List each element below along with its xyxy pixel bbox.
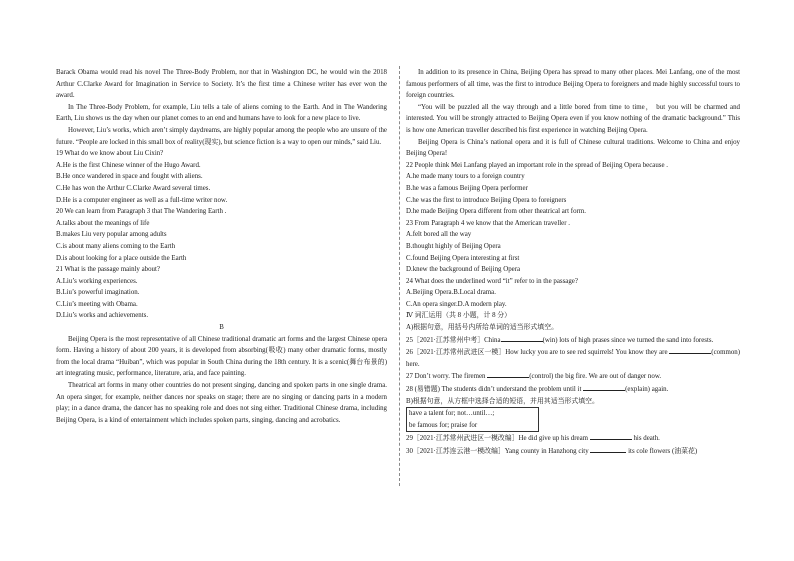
phrase-box-line2: be famous for; praise for [409, 421, 478, 429]
option-20d: D.is about looking for a place outside the Earth [56, 254, 187, 262]
question-25-tail: (win) lots of high prases since we turned the sand into forests. [542, 336, 714, 344]
option-23d: D.knew the background of Beijing Opera [406, 266, 521, 274]
answer-blank[interactable] [590, 432, 632, 440]
question-29-tail: his death. [633, 435, 660, 443]
answer-blank[interactable] [501, 334, 543, 342]
question-28 [406, 383, 740, 396]
passage-a-para1: Barack Obama would read his novel The Three-Body Problem, nor that in Washington DC, he would win the 2018 Arthur C.Clarke Award for Imagination in Service to Society. It’s the first time a Chinese writer has ever won the award. [56, 69, 387, 100]
question-19: 19 What do we know about Liu Cixin? [56, 150, 164, 158]
question-29 [406, 432, 740, 445]
question-26-stem: 26［2021·江苏常州武进区一模］How lucky you are to see red squirrels! You know they are [406, 349, 668, 357]
question-28-stem: 28 (易错题) The students didn’t understand the problem until it [406, 386, 582, 394]
option-22a: A.he made many tours to a foreign country [406, 173, 525, 181]
option-21d: D.Liu’s works and achievements. [56, 312, 149, 320]
option-21c: C.Liu’s meeting with Obama. [56, 300, 138, 308]
passage-a-para3: However, Liu’s works, which aren’t simply daydreams, are highly popular among the people who are unsure of the future. “People are locked in this small box of reality(现实), but science fiction is a way to open our minds,” said Liu. [56, 126, 387, 146]
option-19d: D.He is a computer engineer as well as a full-time writer now. [56, 196, 228, 204]
option-21a: A.Liu’s working experiences. [56, 277, 138, 285]
option-20b: B.makes Liu very popular among adults [56, 231, 167, 239]
section-b-instruction: B)根据句意，从方框中选择合适的短语，并用其适当形式填空。 [406, 397, 599, 405]
phrase-box [406, 407, 539, 432]
question-27 [406, 370, 740, 383]
option-23c: C.found Beijing Opera interesting at first [406, 254, 520, 262]
section-a-instruction: A)根据句意，用括号内所给单词的适当形式填空。 [406, 324, 558, 332]
question-27-tail: (control) the big fire. We are out of danger now. [529, 373, 662, 381]
option-23b: B.thought highly of Beijing Opera [406, 242, 501, 250]
option-22b: B.he was a famous Beijing Opera performer [406, 184, 528, 192]
option-19b: B.He once wandered in space and fought with aliens. [56, 173, 203, 181]
option-20a: A.talks about the meanings of life [56, 219, 150, 227]
question-29-stem: 29［2021·江苏常州武进区一模改编］He did give up his dream [406, 435, 589, 443]
option-19a: A.He is the first Chinese winner of the Hugo Award. [56, 161, 201, 169]
section-b-heading: B [219, 324, 224, 332]
question-22: 22 People think Mei Lanfang played an important role in the spread of Beijing Opera because . [406, 161, 668, 169]
right-column [406, 67, 740, 458]
answer-blank[interactable] [590, 445, 626, 453]
column-divider [399, 66, 400, 486]
option-23a: A.felt bored all the way [406, 231, 472, 239]
question-25 [406, 334, 740, 347]
phrase-box-line1: have a talent for; not…until…; [409, 410, 495, 418]
option-24ab: A.Beijing Opera.B.Local drama. [406, 289, 496, 297]
question-26-tail: (common) here. [406, 349, 740, 368]
question-30-tail: its cole flowers (油菜花) [628, 448, 698, 455]
question-25-stem: 25［2021·江苏常州中考］China [406, 336, 501, 344]
question-20: 20 We can learn from Paragraph 3 that The Wandering Earth . [56, 208, 227, 216]
question-24: 24 What does the underlined word “it” refer to in the passage? [406, 277, 578, 285]
option-22d: D.he made Beijing Opera different from other theatrical art form. [406, 208, 586, 216]
question-21: 21 What is the passage mainly about? [56, 266, 160, 274]
option-24cd: C.An opera singer.D.A modern play. [406, 300, 507, 308]
question-30 [406, 445, 740, 458]
answer-blank[interactable] [487, 370, 529, 378]
option-22c: C.he was the first to introduce Beijing Opera to foreigners [406, 196, 567, 204]
answer-blank[interactable] [583, 383, 625, 391]
question-23: 23 From Paragraph 4 we know that the American traveller . [406, 219, 570, 227]
section-4-heading: Ⅳ 词汇运用（共 8 小题，计 8 分） [406, 312, 512, 320]
passage-a-para2: In The Three-Body Problem, for example, Liu tells a tale of aliens coming to the Earth. And in The Wandering Earth, Liu shows us the day when our planet comes to an end and humans have to look for a new place to live. [56, 103, 387, 123]
passage-b-para4: “You will be puzzled all the way through and a little bored from time to time， but you will be charmed and interested. You will be strongly attracted to Beijing Opera even if you know nothing of the dramatic background.” This is how one American traveller described his first experience in watching Beijing Opera. [406, 103, 740, 134]
question-26 [406, 346, 740, 370]
question-28-tail: (explain) again. [625, 386, 669, 394]
option-20c: C.is about many aliens coming to the Earth [56, 242, 176, 250]
passage-b-para2: Theatrical art forms in many other countries do not present singing, dancing and spoken parts in one single drama. An opera singer, for example, neither dances nor speaks on stage; there are no singing or dancing parts in a modern play; in a dance drama, the dancer has no speaking role and does not sing either. Traditional Chinese drama, including Beijing Opera, is a kind of entertainment which includes spoken parts, singing, dancing and acrobatics. [56, 382, 387, 424]
left-column [56, 67, 387, 426]
passage-b-para3: In addition to its presence in China, Beijing Opera has spread to many other places. Mei Lanfang, one of the most famous performers of all time, was the first to introduce Beijing Opera to foreigners and made highly successful tours to foreign countries. [406, 69, 740, 100]
question-30-stem: 30［2021·江苏连云港一模改编］Yang county in Hanzhong city [406, 448, 589, 455]
option-21b: B.Liu’s powerful imagination. [56, 289, 140, 297]
passage-b-para5: Beijing Opera is China’s national opera and it is full of Chinese cultural traditions. Welcome to China and enjoy Beijing Opera! [406, 138, 740, 158]
answer-blank[interactable] [669, 346, 711, 354]
option-19c: C.He has won the Arthur C.Clarke Award several times. [56, 184, 211, 192]
question-27-stem: 27 Don’t worry. The firemen [406, 373, 486, 381]
passage-b-para1: Beijing Opera is the most representative of all Chinese traditional dramatic art forms and the largest Chinese opera form. Having a history of about 200 years, it is developed from absorbing(吸收) many other dramatic forms, mostly from the local drama “Huiban”, which was popular in South China during the 18th century. It is a scenic(舞台布景的) art integrating music, performance, literature, aria, and face painting. [56, 335, 387, 378]
